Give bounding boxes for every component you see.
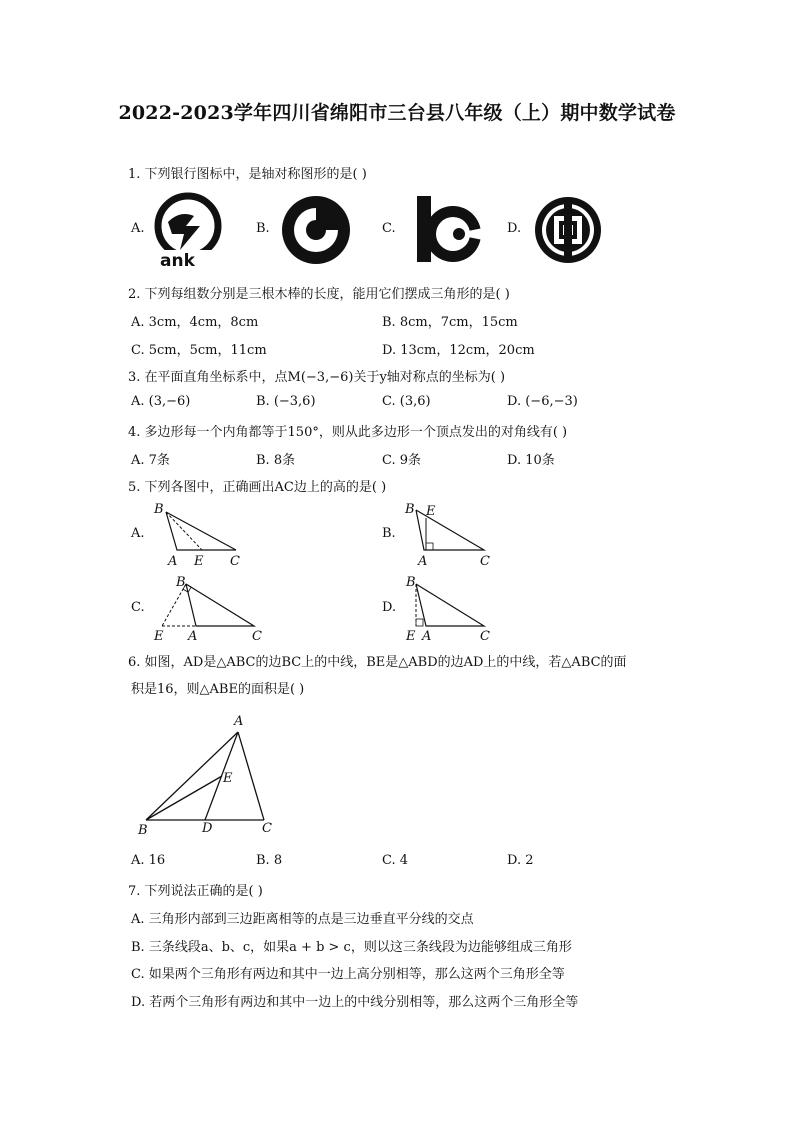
bank-logo-b-icon [280, 194, 354, 266]
bank-logo-c-icon [413, 194, 487, 266]
q2-option-c: C. 5cm，5cm，11cm [131, 343, 267, 358]
q6-option-b: B. 8 [256, 853, 283, 868]
q2-option-d: D. 13cm，12cm，20cm [382, 343, 535, 358]
q5-option-d: D. [382, 600, 397, 615]
q4-option-b: B. 8条 [256, 453, 296, 468]
q5-figure-a [150, 498, 250, 570]
q2-option-b: B. 8cm，7cm，15cm [382, 315, 518, 330]
q5d-label-e: E [406, 629, 416, 644]
q4-option-d: D. 10条 [507, 453, 555, 468]
logo-a-text: ank [160, 251, 195, 270]
q3-option-d: D. (−6,−3) [507, 394, 578, 409]
q1-option-b: B. [256, 221, 270, 236]
q5b-label-b: B [405, 502, 415, 517]
q5d-label-c: C [480, 629, 490, 644]
q3-option-a: A. (3,−6) [131, 394, 191, 409]
q1-option-a: A. [131, 221, 145, 236]
q5-figure-b [400, 498, 500, 570]
q2-stem: 2. 下列每组数分别是三根木棒的长度，能用它们摆成三角形的是( ) [128, 287, 510, 302]
q5b-label-a: A [418, 554, 428, 569]
q6-stem-line2: 积是16，则△ABE的面积是( ) [131, 682, 305, 697]
bank-logo-a-icon [150, 192, 232, 270]
q5a-label-a: A [168, 554, 178, 569]
q5a-label-e: E [194, 554, 204, 569]
q4-option-a: A. 7条 [131, 453, 170, 468]
q1-option-d: D. [507, 221, 522, 236]
q5-figure-c [150, 572, 265, 644]
q6-label-e: E [223, 771, 233, 786]
q5b-label-e: E [426, 504, 436, 519]
q6-option-d: D. 2 [507, 853, 534, 868]
q6-label-d: D [202, 821, 213, 836]
q5c-label-a: A [188, 629, 198, 644]
q5c-label-b: B [176, 575, 186, 590]
q5c-label-c: C [252, 629, 262, 644]
q6-stem-line1: 6. 如图，AD是△ABC的边BC上的中线，BE是△ABD的边AD上的中线，若△ABC的面 [128, 655, 627, 670]
q1-option-c: C. [382, 221, 396, 236]
q7-option-b: B. 三条线段a、b、c，如果a + b > c，则以这三条线段为边能够组成三角形 [131, 940, 572, 955]
q6-figure [130, 708, 290, 840]
q5a-label-b: B [154, 502, 164, 517]
exam-title: 2022-2023学年四川省绵阳市三台县八年级（上）期中数学试卷 [118, 102, 676, 124]
q3-stem: 3. 在平面直角坐标系中，点M(−3,−6)关于y轴对称点的坐标为( ) [128, 370, 506, 385]
q7-option-d: D. 若两个三角形有两边和其中一边上的中线分别相等，那么这两个三角形全等 [131, 995, 579, 1010]
q5c-label-e: E [154, 629, 164, 644]
q6-label-b: B [138, 823, 148, 838]
q5-stem: 5. 下列各图中，正确画出AC边上的高的是( ) [128, 480, 387, 495]
q7-option-c: C. 如果两个三角形有两边和其中一边上高分别相等，那么这两个三角形全等 [131, 967, 565, 982]
q3-option-b: B. (−3,6) [256, 394, 316, 409]
q5-option-c: C. [131, 600, 145, 615]
q6-label-c: C [262, 821, 272, 836]
q6-option-a: A. 16 [131, 853, 166, 868]
q2-option-a: A. 3cm，4cm，8cm [131, 315, 259, 330]
q4-option-c: C. 9条 [382, 453, 422, 468]
q5b-label-c: C [480, 554, 490, 569]
q5d-label-a: A [422, 629, 432, 644]
q1-stem: 1. 下列银行图标中，是轴对称图形的是( ) [128, 167, 367, 182]
q6-label-a: A [234, 714, 244, 729]
q5-option-a: A. [131, 526, 145, 541]
q7-stem: 7. 下列说法正确的是( ) [128, 884, 263, 899]
q5d-label-b: B [406, 575, 416, 590]
q5-figure-d [400, 572, 500, 644]
q4-stem: 4. 多边形每一个内角都等于150°，则从此多边形一个顶点发出的对角线有( ) [128, 425, 568, 440]
q3-option-c: C. (3,6) [382, 394, 431, 409]
bank-logo-d-icon [532, 194, 604, 266]
q5a-label-c: C [230, 554, 240, 569]
q5-option-b: B. [382, 526, 396, 541]
q7-option-a: A. 三角形内部到三边距离相等的点是三边垂直平分线的交点 [131, 912, 474, 927]
q6-option-c: C. 4 [382, 853, 409, 868]
